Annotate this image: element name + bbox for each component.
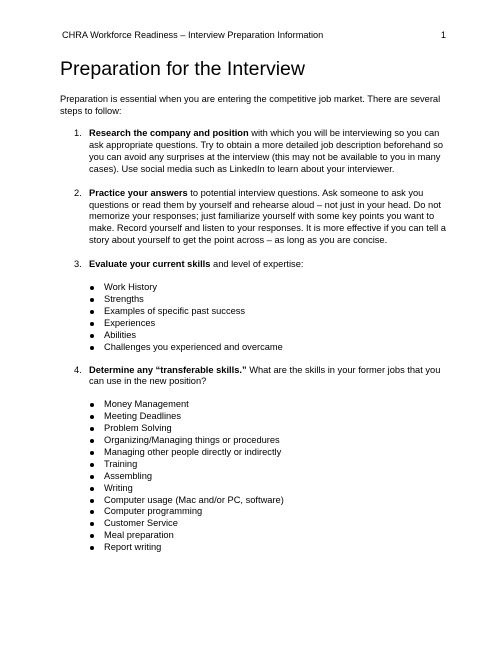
list-item	[89, 342, 446, 354]
list-item	[89, 518, 446, 530]
list-item-text: Managing other people directly or indirectly	[104, 446, 282, 457]
step-bold-text: Evaluate your current skills	[89, 259, 211, 270]
page-number: 1	[440, 30, 446, 40]
bullet-icon	[90, 439, 94, 443]
bullet-icon	[90, 475, 94, 479]
list-item	[89, 282, 446, 294]
bullet-icon	[90, 487, 94, 491]
list-item	[89, 423, 446, 435]
list-item-text: Experiences	[104, 317, 156, 328]
list-item	[89, 447, 446, 459]
list-item-text: Challenges you experienced and overcame	[104, 341, 283, 352]
list-item-text: Strengths	[104, 293, 144, 304]
list-item-text: Customer Service	[104, 518, 178, 529]
bullet-icon	[90, 334, 94, 338]
list-item	[89, 306, 446, 318]
list-item	[89, 495, 446, 507]
list-item-text: Work History	[104, 282, 158, 293]
list-item	[89, 530, 446, 542]
list-item-text: Writing	[104, 482, 133, 493]
bullet-icon	[90, 298, 94, 302]
bullet-icon	[90, 310, 94, 314]
step-number: 2.	[74, 187, 82, 198]
step-text: What are the skills in your former jobs that you can use in the new position?	[89, 364, 441, 387]
bullet-icon	[90, 427, 94, 431]
list-item	[89, 471, 446, 483]
bullet-icon	[90, 463, 94, 467]
list-item	[89, 318, 446, 330]
list-item-text: Training	[104, 458, 138, 469]
step-number: 1.	[74, 128, 82, 138]
list-item-text: Meal preparation	[104, 530, 174, 541]
step-text: and level of expertise:	[210, 259, 304, 270]
list-item	[89, 435, 446, 447]
step-item	[60, 188, 446, 248]
list-item-text: Examples of specific past success	[104, 305, 246, 316]
step-number: 3.	[74, 259, 82, 270]
step-item	[60, 365, 446, 555]
list-item	[89, 459, 446, 471]
bullet-icon	[90, 403, 94, 407]
list-item-text: Problem Solving	[104, 423, 172, 434]
list-item	[89, 542, 446, 554]
bullet-icon	[90, 322, 94, 326]
list-item-text: Abilities	[104, 329, 137, 340]
list-item	[89, 506, 446, 518]
step-bold-text: Determine any “transferable skills.”	[89, 364, 247, 375]
bullet-icon	[90, 346, 94, 350]
intro-paragraph: Preparation is essential when you are entering the competitive job market. There are several steps to follow:	[60, 94, 441, 116]
bullet-icon	[90, 286, 94, 290]
list-item-text: Organizing/Managing things or procedures	[104, 435, 280, 446]
list-item-text: Assembling	[104, 470, 153, 481]
bullet-list	[89, 399, 446, 554]
list-item	[89, 411, 446, 423]
step-number: 4.	[74, 364, 82, 375]
bullet-icon	[90, 415, 94, 419]
steps-list	[60, 128, 446, 566]
step-text: to potential interview questions. Ask someone to ask you questions or read them by yourself and rehearse aloud – not just in your head. Do not memorize your responses; just familiarize yourself with some key points you want to make. Record yourself and listen to your responses. It is more effective if you can tell a story about yourself to get the point across – as long as you are concise.	[89, 187, 446, 246]
bullet-list	[89, 282, 446, 353]
bullet-icon	[90, 499, 94, 503]
list-item	[89, 294, 446, 306]
step-item	[60, 259, 446, 353]
bullet-icon	[90, 534, 94, 538]
step-bold-text: Research the company and position	[89, 128, 249, 138]
list-item	[89, 330, 446, 342]
page-title: Preparation for the Interview	[60, 58, 305, 80]
header-title: CHRA Workforce Readiness – Interview Preparation Information	[62, 30, 324, 40]
bullet-icon	[90, 451, 94, 455]
list-item	[89, 483, 446, 495]
page-header	[62, 30, 446, 41]
bullet-icon	[90, 546, 94, 550]
step-item	[60, 128, 446, 176]
list-item-text: Meeting Deadlines	[104, 411, 182, 422]
bullet-icon	[90, 510, 94, 514]
step-text: with which you will be interviewing so you can ask appropriate questions. Try to obtain a more detailed job description beforehand so you can avoid any surprises at the interview (this may not be available to you in many cases). Use social media such as LinkedIn to learn about your interviewer.	[89, 128, 444, 174]
bullet-icon	[90, 522, 94, 526]
list-item-text: Computer usage (Mac and/or PC, software)	[104, 494, 284, 505]
list-item-text: Computer programming	[104, 506, 203, 517]
step-bold-text: Practice your answers	[89, 187, 188, 198]
list-item-text: Report writing	[104, 542, 162, 553]
list-item-text: Money Management	[104, 399, 189, 410]
list-item	[89, 399, 446, 411]
